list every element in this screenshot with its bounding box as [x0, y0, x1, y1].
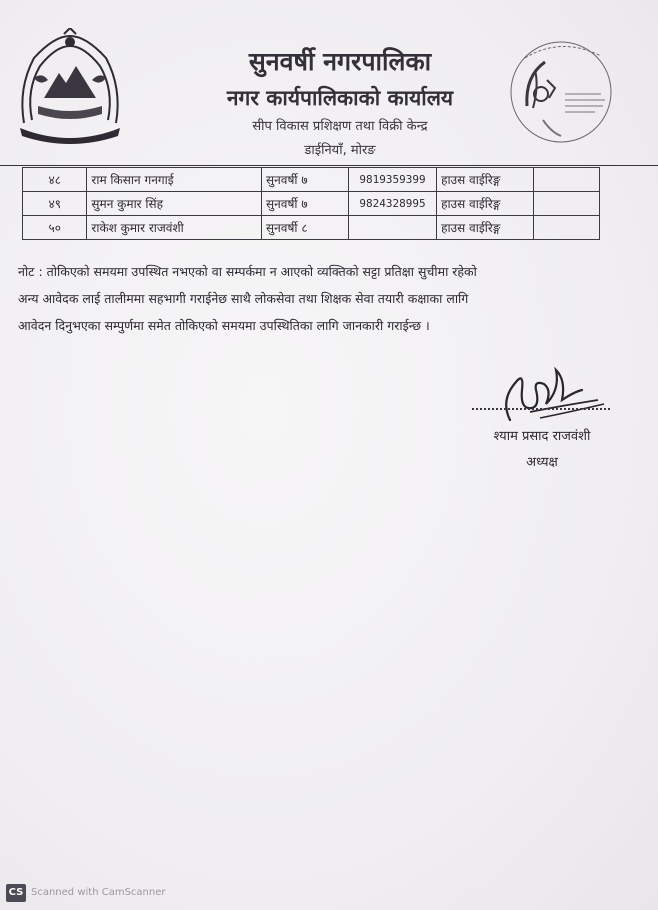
phone-cell: 9824328995	[348, 192, 436, 216]
trade-cell: हाउस वाईरिङ्ग	[437, 192, 534, 216]
signatory-name: श्याम प्रसाद राजवंशी	[493, 429, 591, 444]
serial-cell: ४८	[23, 168, 87, 192]
note-line-2: अन्य आवेदक लाई तालीममा सहभागी गराईनेछ साथै लोकसेवा तथा शिक्षक सेवा तयारी कक्षाका लागि	[18, 291, 469, 306]
scanner-watermark: Scanned with CamScanner	[31, 887, 166, 898]
name-cell: सुमन कुमार सिंह	[87, 192, 262, 216]
phone-cell: 9819359399	[348, 168, 436, 192]
note-line-1: नोट : तोकिएको समयमा उपस्थित नभएको वा सम्पर्कमा न आएको व्यक्तिको सट्टा प्रतिक्षा सुचीमा रहेको	[18, 264, 477, 279]
camscanner-logo-icon: CS	[6, 884, 26, 902]
notice-paragraph	[18, 258, 643, 339]
handwritten-signature	[470, 360, 620, 430]
address-cell: सुनवर्षी ८	[262, 216, 349, 240]
address-cell: सुनवर्षी ७	[262, 168, 349, 192]
center-name: सीप विकास प्रशिक्षण तथा विक्री केन्द्र	[252, 119, 428, 134]
serial-cell: ५०	[23, 216, 87, 240]
nepal-emblem-logo	[14, 28, 126, 146]
extra-cell	[534, 216, 600, 240]
trade-cell: हाउस वाईरिङ्ग	[437, 216, 534, 240]
table-row	[23, 192, 600, 216]
name-cell: राकेश कुमार राजवंशी	[87, 216, 262, 240]
municipality-name: सुनवर्षी नगरपालिका	[248, 47, 432, 76]
note-line-3: आवेदन दिनुभएका सम्पुर्णमा समेत तोकिएको समयमा उपस्थितिका लागि जानकारी गराईन्छ ।	[18, 318, 430, 333]
municipal-seal-logo	[505, 36, 617, 154]
signature-line	[472, 408, 610, 410]
name-cell: राम किसान गनगाई	[87, 168, 262, 192]
table-row	[23, 168, 600, 192]
address-cell: सुनवर्षी ७	[262, 192, 349, 216]
phone-cell	[348, 216, 436, 240]
serial-cell: ४९	[23, 192, 87, 216]
extra-cell	[534, 192, 600, 216]
header-divider	[0, 165, 658, 166]
table-row	[23, 216, 600, 240]
trainee-table	[22, 167, 600, 240]
extra-cell	[534, 168, 600, 192]
signatory-title: अध्यक्ष	[526, 455, 558, 470]
office-address: डाईनियाँ, मोरङ	[304, 143, 376, 158]
trade-cell: हाउस वाईरिङ्ग	[437, 168, 534, 192]
office-name: नगर कार्यपालिकाको कार्यालय	[226, 86, 454, 110]
